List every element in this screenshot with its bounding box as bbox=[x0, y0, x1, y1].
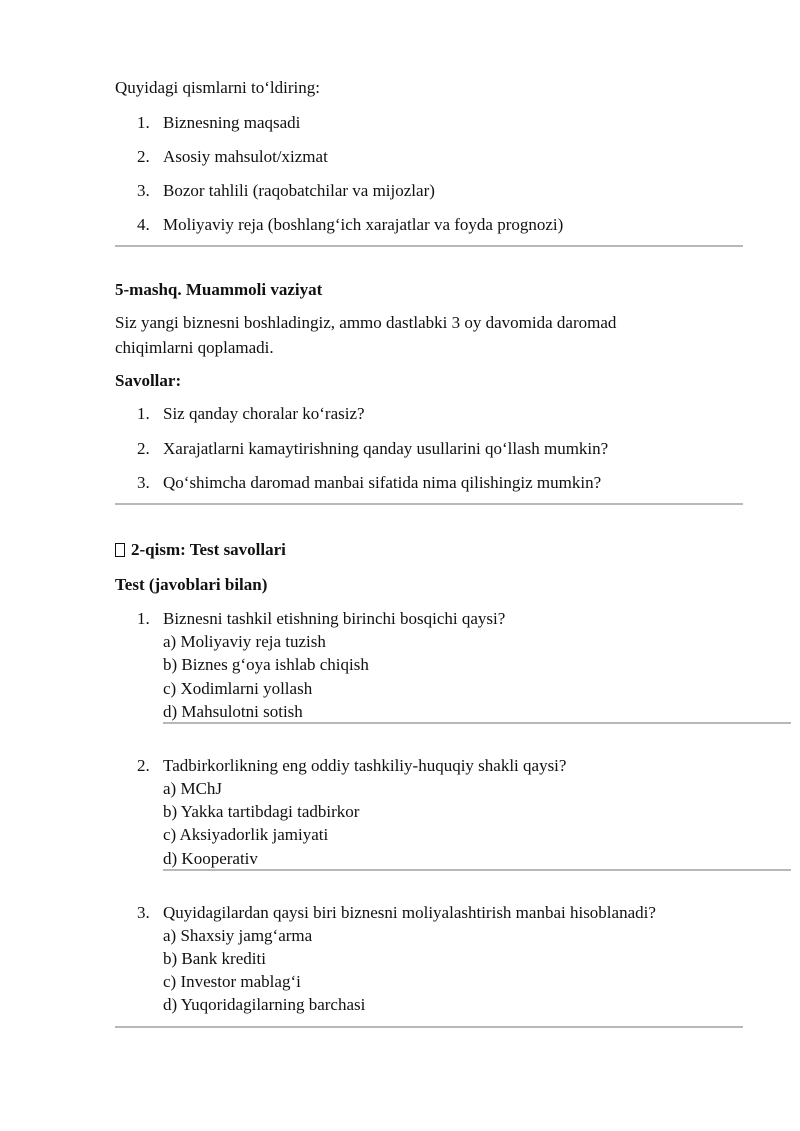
answer-option: c) Aksiyadorlik jamiyati bbox=[163, 825, 329, 844]
list-number: 3. bbox=[137, 181, 150, 200]
horizontal-rule bbox=[115, 245, 743, 247]
answer-option: d) Kooperativ bbox=[163, 849, 258, 868]
answer-option: c) Investor mablag‘i bbox=[163, 972, 301, 991]
answer-option: b) Bank krediti bbox=[163, 949, 266, 968]
test-question-text: Tadbirkorlikning eng oddiy tashkiliy-huquqiy shakli qaysi? bbox=[163, 756, 567, 775]
exercise-description: Siz yangi biznesni boshladingiz, ammo dastlabki 3 oy davomida daromad chiqimlarni qoplamadi. bbox=[115, 313, 617, 357]
test-question-text: Biznesni tashkil etishning birinchi bosqichi qaysi? bbox=[163, 609, 506, 628]
list-item-text: Asosiy mahsulot/xizmat bbox=[163, 147, 328, 166]
answer-option: a) Shaxsiy jamg‘arma bbox=[163, 926, 313, 945]
list-item-text: Xarajatlarni kamaytirishning qanday usullarini qo‘llash mumkin? bbox=[163, 439, 609, 458]
intro-label: Quyidagi qismlarni to‘ldiring: bbox=[115, 78, 320, 97]
horizontal-rule bbox=[115, 1026, 743, 1028]
list-number: 4. bbox=[137, 215, 150, 234]
test-number: 3. bbox=[137, 903, 150, 922]
list-item-text: Qo‘shimcha daromad manbai sifatida nima qilishingiz mumkin? bbox=[163, 473, 602, 492]
exercise-title: 5-mashq. Muammoli vaziyat bbox=[115, 280, 323, 299]
list-number: 2. bbox=[137, 439, 150, 458]
list-item-text: Biznesning maqsadi bbox=[163, 113, 301, 132]
list-number: 1. bbox=[137, 404, 150, 423]
answer-option: a) MChJ bbox=[163, 779, 223, 798]
answer-option: d) Mahsulotni sotish bbox=[163, 702, 303, 721]
test-question-text: Quyidagilardan qaysi biri biznesni moliyalashtirish manbai hisoblanadi? bbox=[163, 903, 656, 922]
list-item-text: Bozor tahlili (raqobatchilar va mijozlar) bbox=[163, 181, 435, 200]
questions-label: Savollar: bbox=[115, 371, 182, 390]
list-number: 3. bbox=[137, 473, 150, 492]
answer-option: d) Yuqoridagilarning barchasi bbox=[163, 995, 366, 1014]
list-item-text: Siz qanday choralar ko‘rasiz? bbox=[163, 404, 365, 423]
list-number: 1. bbox=[137, 113, 150, 132]
horizontal-rule bbox=[163, 869, 791, 871]
answer-option: b) Biznes g‘oya ishlab chiqish bbox=[163, 655, 369, 674]
answer-option: b) Yakka tartibdagi tadbirkor bbox=[163, 802, 360, 821]
list-item-text: Moliyaviy reja (boshlang‘ich xarajatlar va foyda prognozi) bbox=[163, 215, 564, 234]
part-title-text: 2-qism: Test savollari bbox=[131, 540, 286, 559]
missing-glyph-icon bbox=[115, 543, 125, 557]
test-number: 2. bbox=[137, 756, 150, 775]
part-title bbox=[115, 538, 286, 561]
test-subtitle: Test (javoblari bilan) bbox=[115, 575, 268, 594]
horizontal-rule bbox=[115, 503, 743, 505]
answer-option: a) Moliyaviy reja tuzish bbox=[163, 632, 326, 651]
list-number: 2. bbox=[137, 147, 150, 166]
test-number: 1. bbox=[137, 609, 150, 628]
answer-option: c) Xodimlarni yollash bbox=[163, 679, 313, 698]
horizontal-rule bbox=[163, 722, 791, 724]
